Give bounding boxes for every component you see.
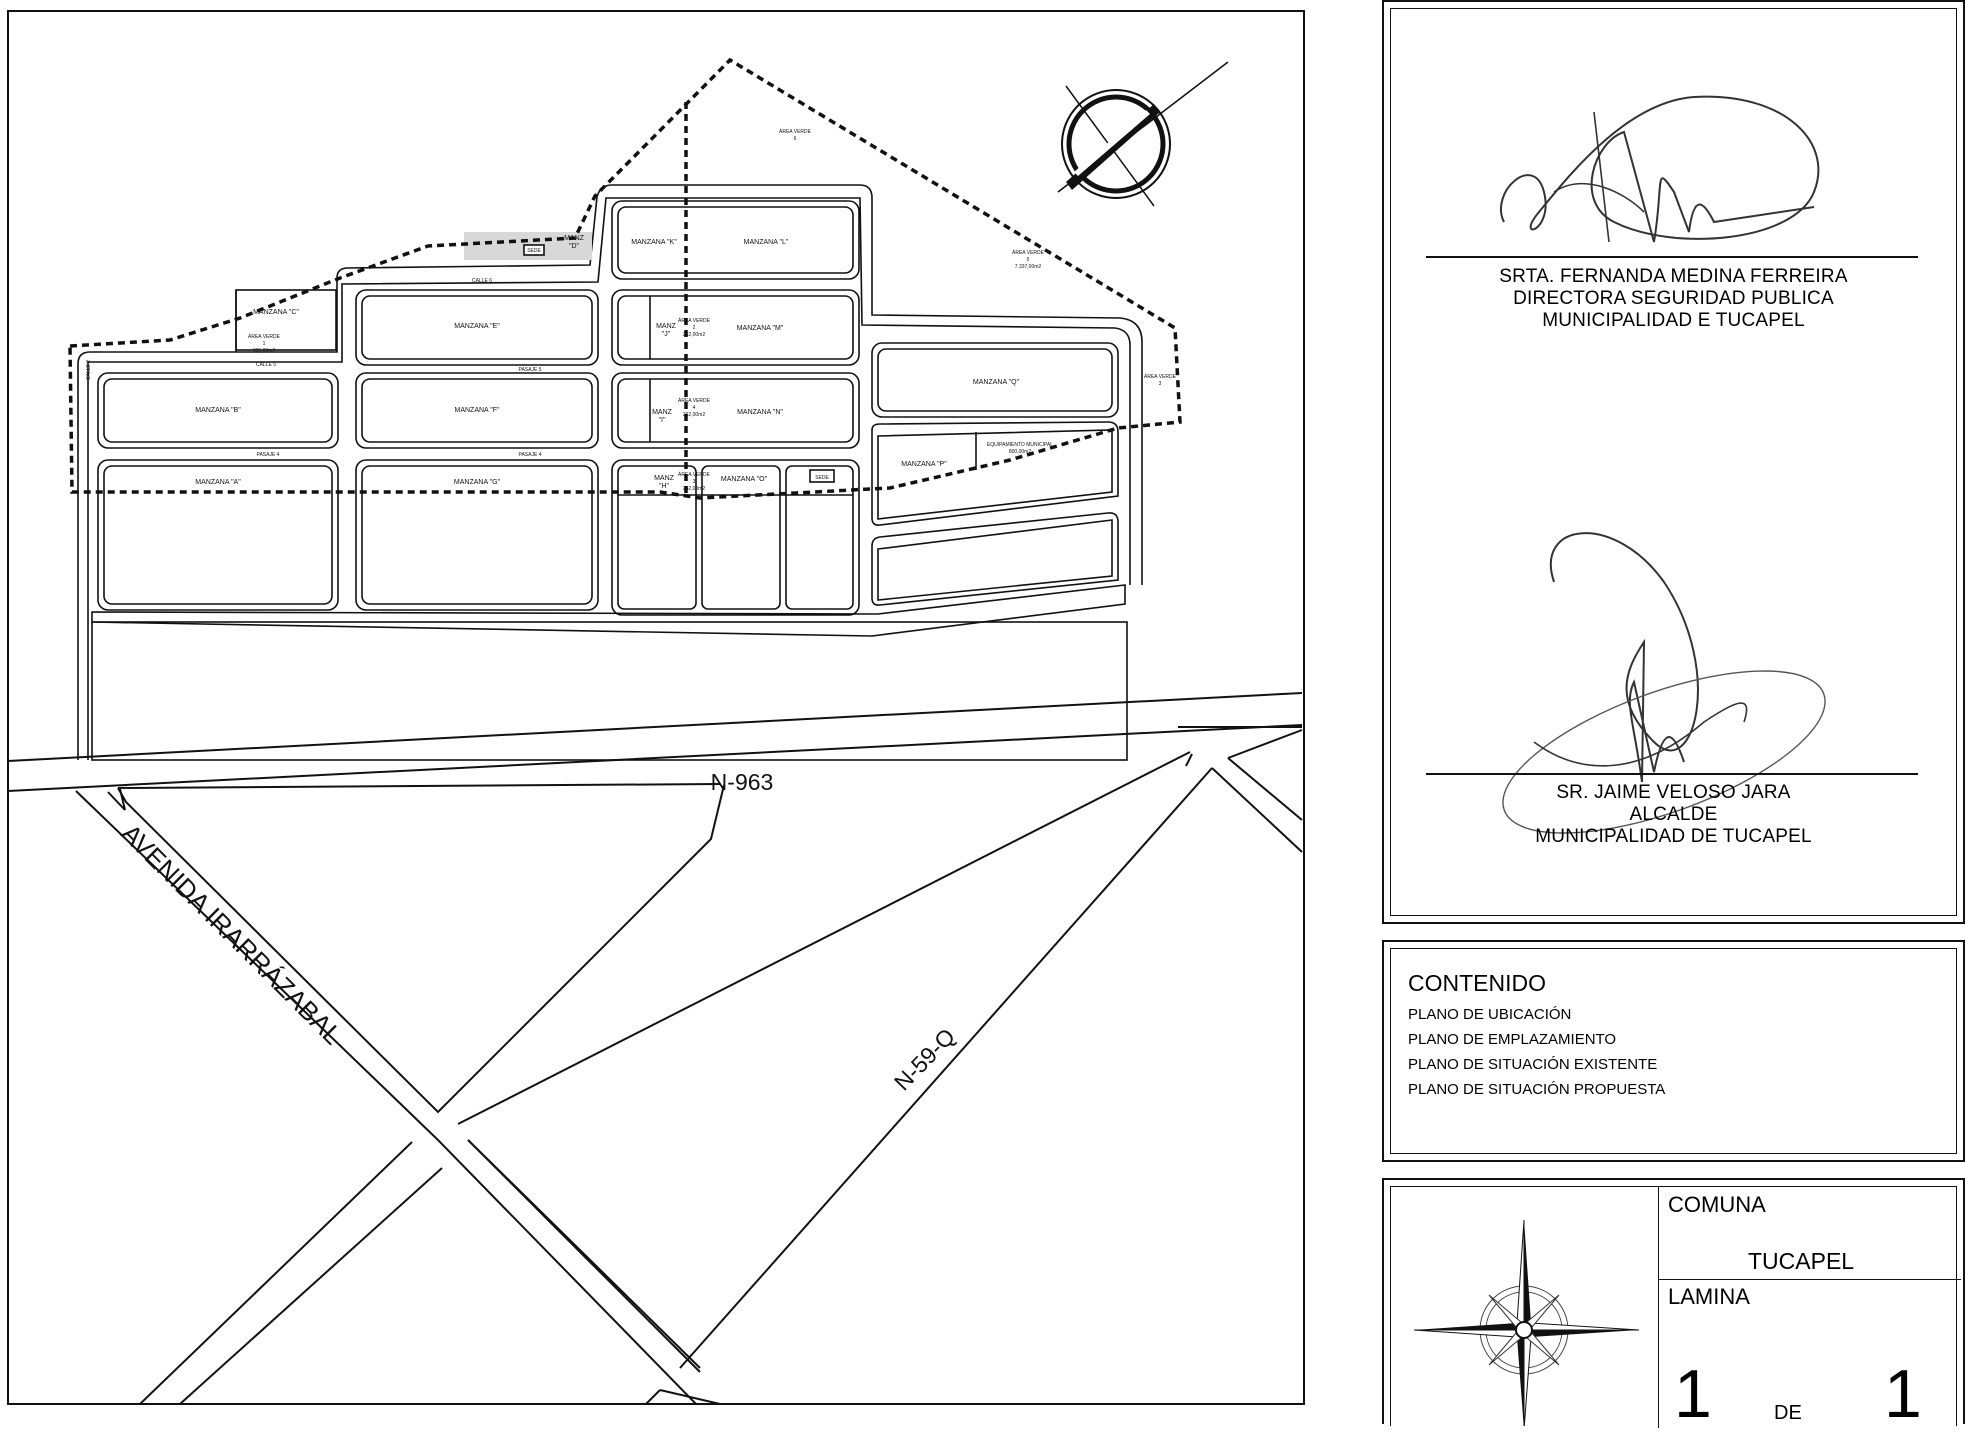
road-label-n59q: N-59-Q bbox=[888, 1023, 960, 1096]
road-label-avenida: AVENIDA IRARRÁZABAL bbox=[115, 818, 349, 1051]
north-arrow-icon bbox=[1058, 62, 1228, 206]
signature-2-line bbox=[1426, 773, 1918, 775]
green-area-2-area: 262,00m2 bbox=[682, 332, 706, 338]
green-area-3-east-line1: ÁREA VERDE bbox=[1144, 374, 1176, 380]
block-label-f: MANZANA "F" bbox=[454, 407, 500, 414]
compass-rose-icon bbox=[1414, 1210, 1654, 1426]
block-label-k: MANZANA "K" bbox=[631, 239, 677, 246]
block-label-j-line2: "J" bbox=[661, 331, 671, 338]
signature-2-role: ALCALDE bbox=[1629, 804, 1718, 825]
block-label-m: MANZANA "M" bbox=[736, 325, 784, 332]
comuna-value: TUCAPEL bbox=[1748, 1248, 1855, 1274]
block-label-l: MANZANA "L" bbox=[743, 239, 789, 246]
comuna-label: COMUNA bbox=[1668, 1192, 1766, 1217]
signature-2-org: MUNICIPALIDAD DE TUCAPEL bbox=[1535, 826, 1812, 847]
green-area-3-line2: 3 bbox=[692, 479, 696, 485]
road-n963-north-edge bbox=[8, 693, 1302, 761]
contents-panel bbox=[1382, 940, 1965, 1162]
signature-1-line bbox=[1426, 256, 1918, 258]
green-area-5-line1: ÁREA VERDE bbox=[1012, 250, 1044, 256]
green-area-5-area: 7.337,00m2 bbox=[1014, 264, 1042, 270]
green-area-4-line2: 4 bbox=[692, 405, 696, 411]
sheet-de-label: DE bbox=[1774, 1402, 1802, 1424]
road-n963-south-edge bbox=[8, 725, 1302, 791]
block-label-g: MANZANA "G" bbox=[453, 479, 501, 486]
block-label-o: MANZANA "O" bbox=[720, 476, 768, 483]
road-network bbox=[8, 693, 1302, 1404]
lamina-label: LAMINA bbox=[1668, 1284, 1750, 1309]
street-label-calle2: CALLE 2 bbox=[86, 359, 92, 380]
block-label-h-line1: MANZ bbox=[654, 475, 674, 482]
contents-list-item: PLANO DE UBICACIÓN bbox=[1408, 1006, 1572, 1023]
street-label-pasaje4: PASAJE 4 bbox=[256, 452, 280, 458]
block-label-i-line2: "I" bbox=[658, 417, 666, 424]
green-area-4-line1: ÁREA VERDE bbox=[678, 398, 710, 404]
map-frame bbox=[8, 11, 1304, 1404]
signature-1-block bbox=[1384, 266, 1963, 332]
green-area-3-line1: ÁREA VERDE bbox=[678, 472, 710, 478]
block-label-q: MANZANA "Q" bbox=[972, 379, 1020, 386]
green-area-6-line1: ÁREA VERDE bbox=[779, 129, 811, 135]
signature-2-name: SR. JAIME VELOSO JARA bbox=[1556, 782, 1791, 803]
signature-2-block bbox=[1384, 782, 1963, 848]
street-label-pasaje4-east: PASAJE 4 bbox=[518, 452, 542, 458]
signature-panel bbox=[1382, 0, 1965, 924]
green-area-4-area: 262,00m2 bbox=[682, 412, 706, 418]
contents-list-item: PLANO DE SITUACIÓN EXISTENTE bbox=[1408, 1056, 1658, 1073]
road-label-n963: N-963 bbox=[710, 769, 774, 795]
green-area-1-line1: ÁREA VERDE bbox=[248, 334, 280, 340]
green-area-1-area: 395,00m2 bbox=[252, 348, 276, 354]
green-area-3-area: 262,00m2 bbox=[682, 486, 706, 492]
block-label-d-line1: MANZ bbox=[564, 235, 584, 242]
contents-list bbox=[1408, 1002, 1665, 1102]
signature-1-name: SRTA. FERNANDA MEDINA FERREIRA bbox=[1499, 266, 1848, 287]
green-area-6-line2: 6 bbox=[793, 136, 797, 142]
block-label-a: MANZANA "A" bbox=[195, 479, 241, 486]
green-area-5-line2: 5 bbox=[1026, 257, 1030, 263]
sheet-total: 1 bbox=[1884, 1356, 1922, 1432]
contents-title: CONTENIDO bbox=[1408, 970, 1546, 996]
street-label-calle5: CALLE 5 bbox=[255, 362, 277, 368]
title-block-panel bbox=[1382, 1178, 1965, 1432]
block-label-j-line1: MANZ bbox=[656, 323, 676, 330]
block-label-h-line2: "H" bbox=[658, 483, 670, 490]
green-area-2-line1: ÁREA VERDE bbox=[678, 318, 710, 324]
signature-1-graphic bbox=[1494, 72, 1834, 262]
block-label-n: MANZANA "N" bbox=[737, 409, 783, 416]
street-label-calle6: CALLE 6 bbox=[471, 278, 493, 284]
green-area-1-line2: 1 bbox=[262, 341, 266, 347]
contents-list-item: PLANO DE SITUACIÓN PROPUESTA bbox=[1408, 1081, 1666, 1098]
block-label-p: MANZANA "P" bbox=[901, 461, 947, 468]
green-area-3-east-line2: 3 bbox=[1158, 381, 1162, 387]
sede-label-d: SEDE bbox=[527, 248, 541, 254]
block-label-d-line2: "D" bbox=[568, 243, 580, 250]
contents-list-item: PLANO DE EMPLAZAMIENTO bbox=[1408, 1031, 1617, 1048]
signature-1-role: DIRECTORA SEGURIDAD PUBLICA bbox=[1513, 288, 1834, 309]
equipment-label: EQUIPAMIENTO MUNICIPAL bbox=[986, 442, 1054, 448]
green-area-2-line2: 2 bbox=[692, 325, 696, 331]
block-label-e: MANZANA "E" bbox=[454, 323, 500, 330]
block-label-c: MANZANA "C" bbox=[253, 309, 299, 316]
sheet-number: 1 bbox=[1674, 1356, 1712, 1432]
equipment-area: 800,00m2 bbox=[1008, 449, 1032, 455]
signature-1-org: MUNICIPALIDAD E TUCAPEL bbox=[1542, 310, 1805, 331]
sede-label-o: SEDE bbox=[815, 475, 829, 481]
block-label-i-line1: MANZ bbox=[652, 409, 672, 416]
block-label-b: MANZANA "B" bbox=[195, 407, 241, 414]
blocks bbox=[78, 185, 1142, 760]
street-label-pasaje5: PASAJE 5 bbox=[518, 367, 542, 373]
